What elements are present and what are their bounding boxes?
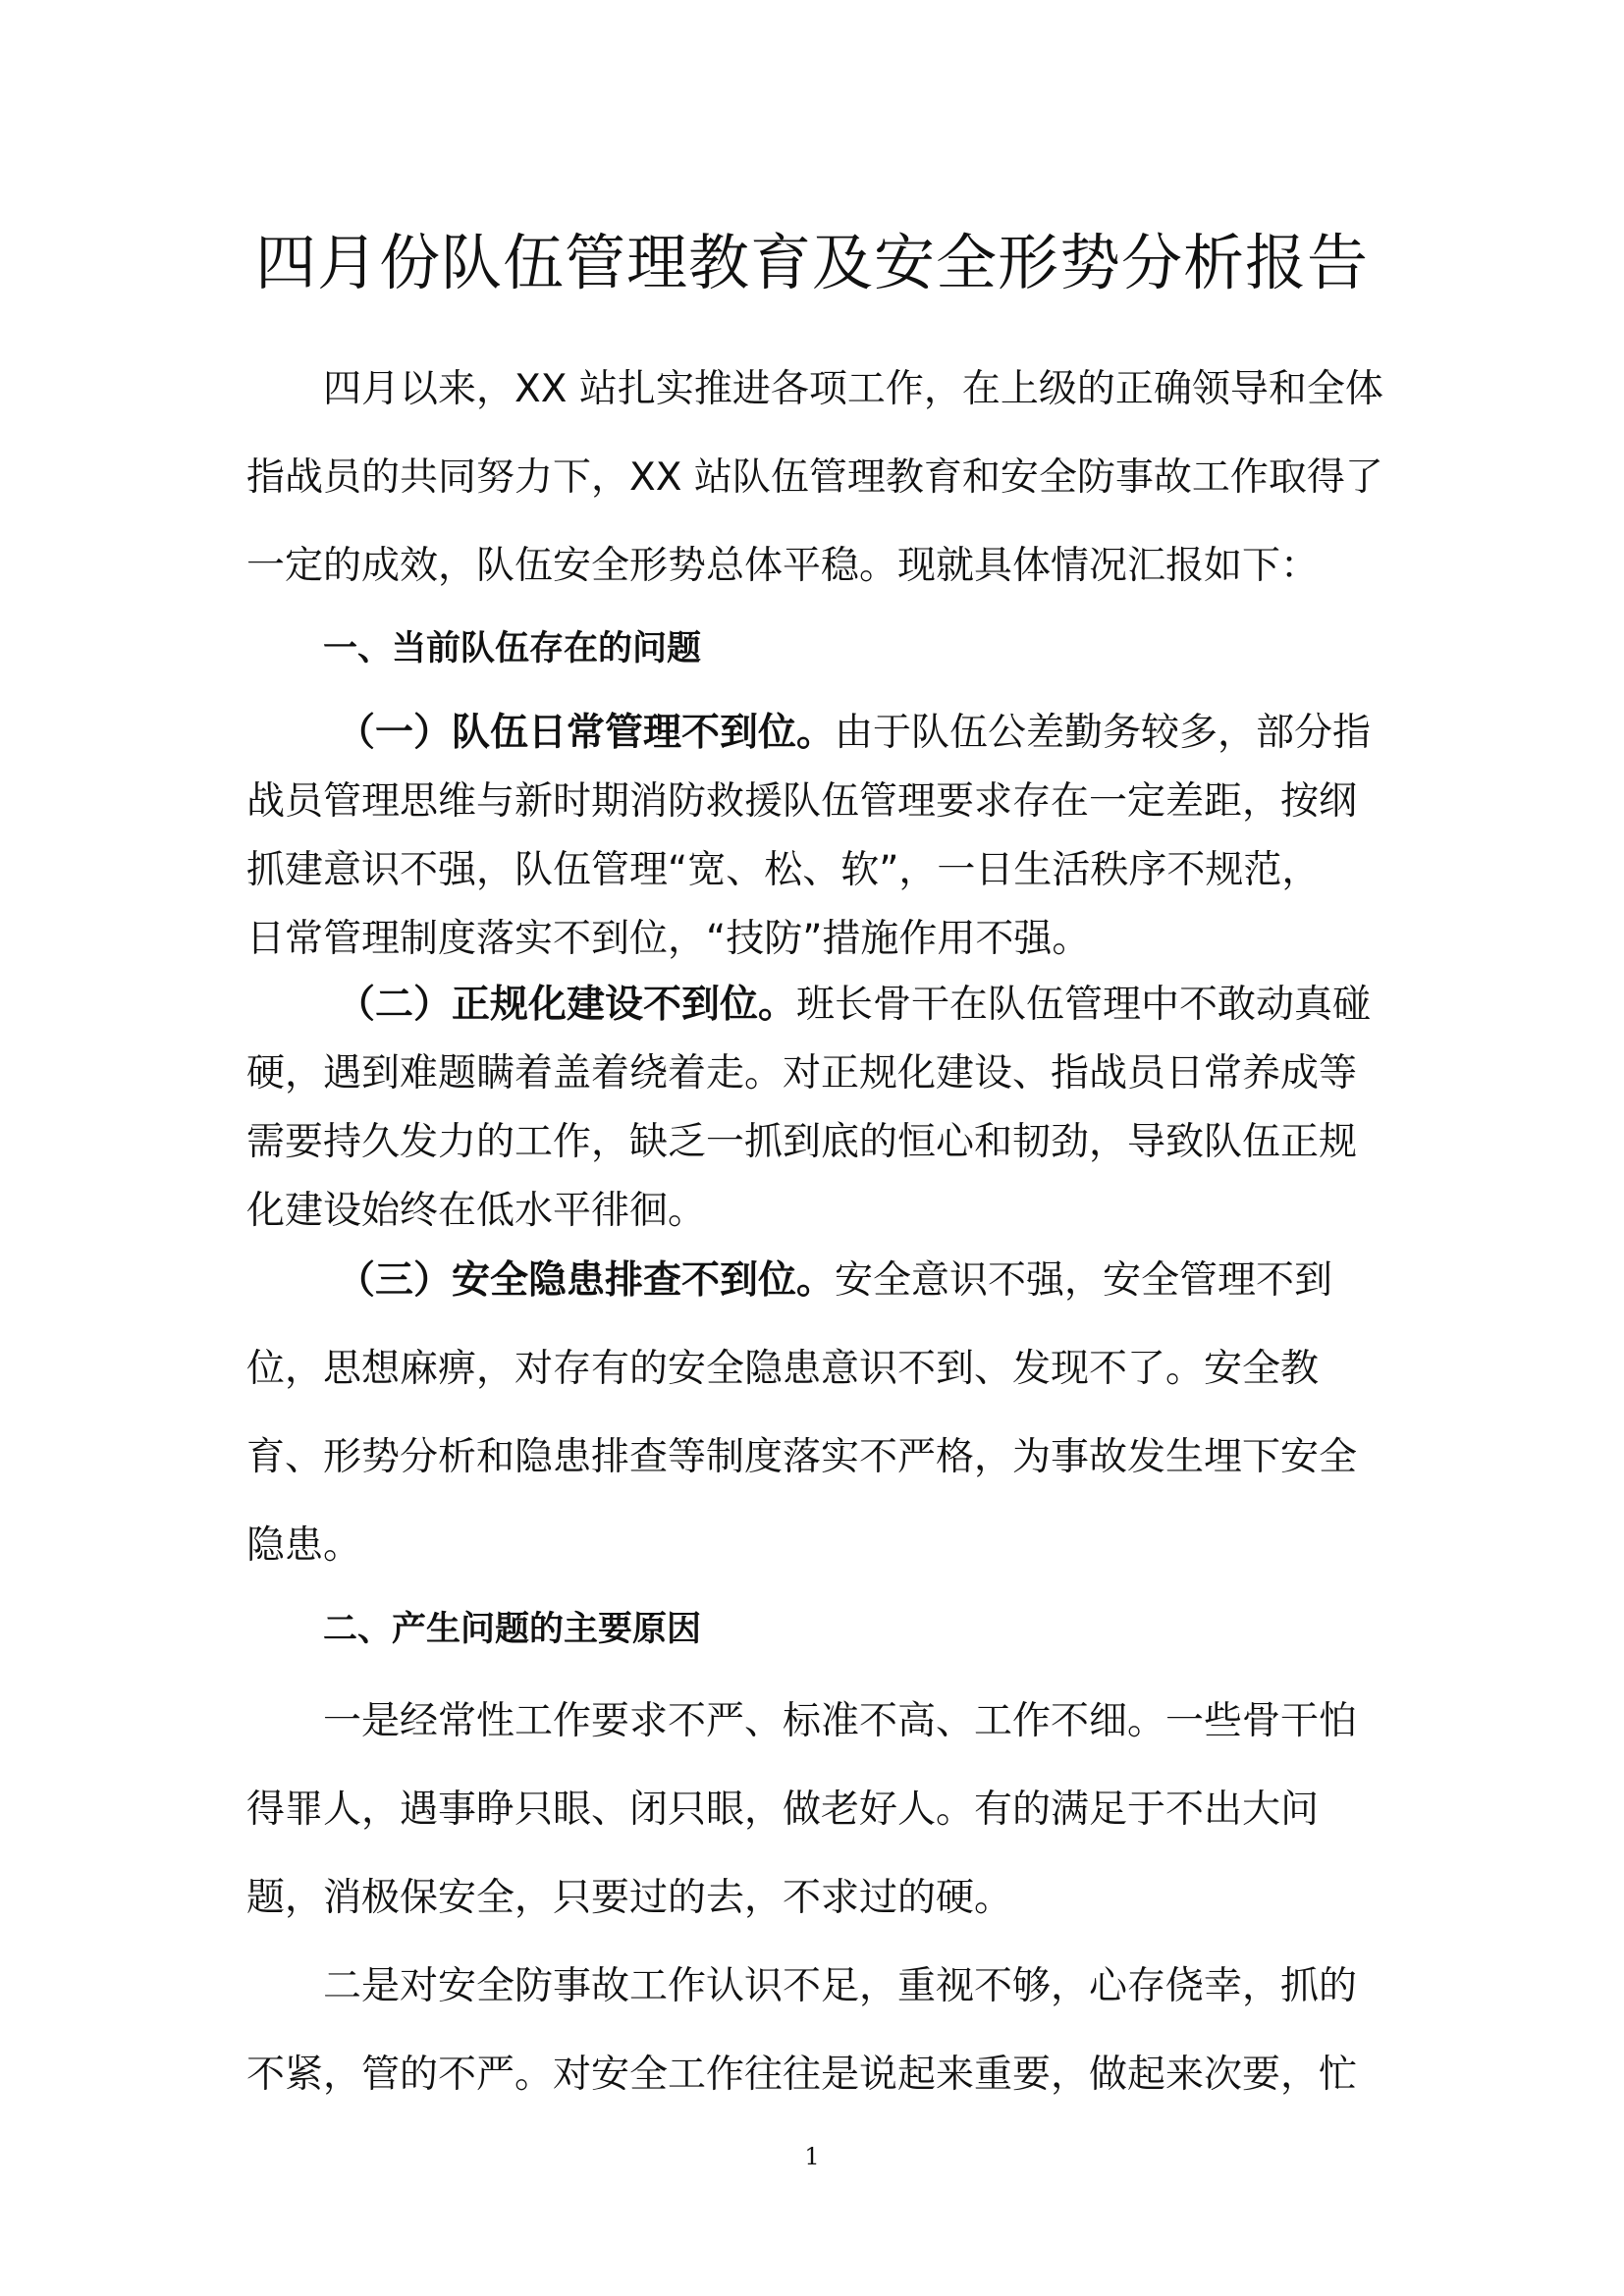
item-2-line-4: 化建设始终在低水平徘徊。 xyxy=(246,1189,707,1233)
item-3-first-line xyxy=(337,1250,1332,1305)
section-2-para-2-line-1: 二是对安全防事故工作认识不足，重视不够，心存侥幸，抓的 xyxy=(323,1964,1358,2008)
item-3-lead: （三）安全隐患排查不到位。 xyxy=(337,1258,836,1303)
intro-line-3: 一定的成效，队伍安全形势总体平稳。现就具体情况汇报如下： xyxy=(246,544,1320,588)
section-2-para-1-line-2: 得罪人，遇事睁只眼、闭只眼，做老好人。有的满足于不出大问 xyxy=(246,1788,1320,1832)
section-2-para-1-line-3: 题，消极保安全，只要过的去，不求过的硬。 xyxy=(246,1876,1013,1920)
item-1-line-3: 抓建意识不强，队伍管理“宽、松、软”，一日生活秩序不规范， xyxy=(246,848,1321,892)
section-2-para-1-line-1: 一是经常性工作要求不严、标准不高、工作不细。一些骨干怕 xyxy=(323,1699,1358,1743)
item-1-first-line xyxy=(337,702,1371,757)
document-title: 四月份队伍管理教育及安全形势分析报告 xyxy=(254,227,1369,298)
item-3-first-rest: 安全意识不强，安全管理不到 xyxy=(835,1258,1333,1303)
item-3-line-3: 育、形势分析和隐患排查等制度落实不严格，为事故发生埋下安全 xyxy=(246,1435,1358,1479)
intro-line-1: 四月以来，XX 站扎实推进各项工作，在上级的正确领导和全体 xyxy=(323,367,1383,411)
item-2-first-line xyxy=(337,974,1371,1029)
intro-line-2: 指战员的共同努力下，XX 站队伍管理教育和安全防事故工作取得了 xyxy=(246,455,1383,500)
item-2-line-2: 硬，遇到难题瞒着盖着绕着走。对正规化建设、指战员日常养成等 xyxy=(246,1051,1358,1095)
item-2-lead: （二）正规化建设不到位。 xyxy=(337,983,797,1027)
item-3-line-2: 位，思想麻痹，对存有的安全隐患意识不到、发现不了。安全教 xyxy=(246,1347,1320,1391)
item-1-line-2: 战员管理思维与新时期消防救援队伍管理要求存在一定差距，按纲 xyxy=(246,779,1358,824)
section-2-para-2-line-2: 不紧，管的不严。对安全工作往往是说起来重要，做起来次要，忙 xyxy=(246,2053,1358,2097)
item-2-first-rest: 班长骨干在队伍管理中不敢动真碰 xyxy=(796,983,1372,1027)
item-1-line-4: 日常管理制度落实不到位，“技防”措施作用不强。 xyxy=(246,917,1091,961)
section-2-heading: 二、产生问题的主要原因 xyxy=(323,1610,702,1649)
section-1-heading: 一、当前队伍存在的问题 xyxy=(323,629,702,668)
item-3-line-4: 隐患。 xyxy=(246,1523,362,1568)
item-2-line-3: 需要持久发力的工作，缺乏一抓到底的恒心和韧劲，导致队伍正规 xyxy=(246,1120,1358,1164)
item-1-lead: （一）队伍日常管理不到位。 xyxy=(337,711,836,755)
item-1-first-rest: 由于队伍公差勤务较多，部分指 xyxy=(835,711,1372,755)
page-number: 1 xyxy=(804,2143,820,2170)
